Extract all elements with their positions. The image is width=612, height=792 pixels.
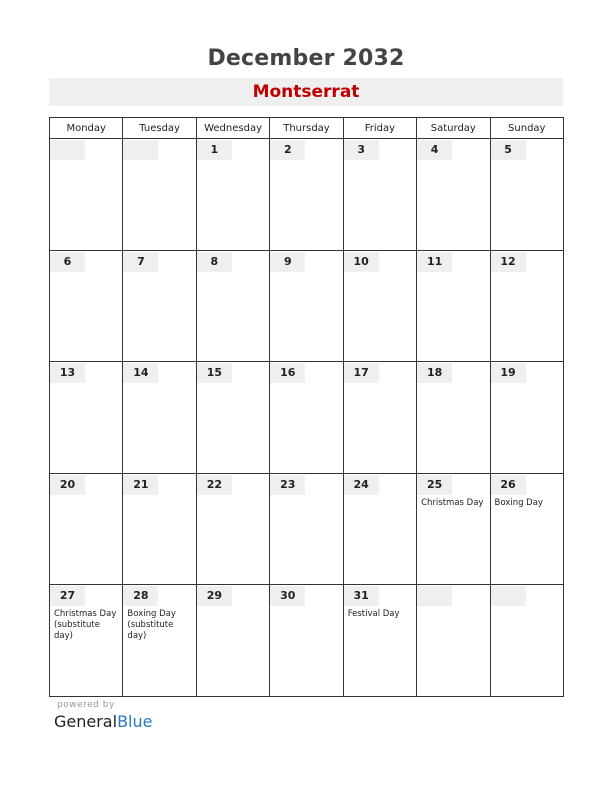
day-number-box bbox=[417, 363, 452, 383]
day-number: 10 bbox=[353, 254, 369, 268]
day-cell[interactable] bbox=[417, 362, 490, 474]
day-cell[interactable] bbox=[50, 250, 123, 362]
calendar-grid bbox=[49, 117, 564, 697]
day-number-box bbox=[491, 252, 526, 272]
day-number-box bbox=[270, 140, 305, 160]
day-number-box bbox=[491, 140, 526, 160]
day-number: 1 bbox=[210, 143, 219, 156]
day-number: 23 bbox=[280, 477, 296, 491]
day-cell[interactable] bbox=[490, 250, 563, 362]
week-row bbox=[50, 139, 564, 251]
day-number: 26 bbox=[500, 477, 516, 491]
day-number: 17 bbox=[353, 366, 369, 380]
day-cell[interactable] bbox=[270, 139, 343, 251]
day-number: 28 bbox=[133, 589, 149, 603]
day-number: 25 bbox=[426, 477, 443, 491]
day-number-box bbox=[344, 140, 379, 160]
day-cell[interactable] bbox=[123, 473, 196, 585]
day-number-box bbox=[123, 140, 158, 160]
day-number: 27 bbox=[59, 589, 76, 603]
day-number-box bbox=[50, 586, 85, 606]
day-number-box bbox=[417, 252, 452, 272]
day-cell[interactable] bbox=[417, 139, 490, 251]
day-number: 16 bbox=[280, 366, 296, 380]
calendar-title: December 2032 bbox=[207, 46, 405, 71]
weekday-header: Saturday bbox=[417, 118, 490, 139]
day-number-box bbox=[491, 475, 526, 495]
day-number: 14 bbox=[133, 366, 149, 380]
day-cell[interactable] bbox=[50, 585, 123, 697]
day-number-box bbox=[50, 363, 85, 383]
day-number-box bbox=[197, 363, 232, 383]
day-cell[interactable] bbox=[50, 473, 123, 585]
day-number-box bbox=[123, 475, 158, 495]
day-number: 8 bbox=[210, 254, 219, 268]
day-cell[interactable] bbox=[50, 362, 123, 474]
day-cell[interactable] bbox=[490, 362, 563, 474]
day-cell[interactable] bbox=[270, 473, 343, 585]
weekday-header: Thursday bbox=[270, 118, 343, 139]
day-number: 9 bbox=[283, 254, 292, 268]
country-name: Montserrat bbox=[252, 82, 360, 102]
day-number-box bbox=[417, 140, 452, 160]
day-cell[interactable] bbox=[343, 139, 416, 251]
day-number: 11 bbox=[426, 254, 443, 268]
day-cell[interactable] bbox=[196, 139, 269, 251]
day-number-box bbox=[197, 252, 232, 272]
day-number: 4 bbox=[430, 143, 439, 156]
day-number-box bbox=[344, 586, 379, 606]
weekday-header-row bbox=[50, 118, 564, 139]
day-cell[interactable] bbox=[490, 585, 563, 697]
day-number: 2 bbox=[283, 143, 292, 156]
brand-logo[interactable] bbox=[54, 712, 152, 731]
powered-by-label: powered by bbox=[57, 700, 115, 710]
day-cell[interactable] bbox=[343, 250, 416, 362]
day-number-box bbox=[123, 252, 158, 272]
day-number: 21 bbox=[133, 477, 149, 491]
day-cell[interactable] bbox=[123, 250, 196, 362]
weekday-header: Tuesday bbox=[123, 118, 196, 139]
day-number: 29 bbox=[206, 589, 222, 603]
day-number-box bbox=[417, 475, 452, 495]
day-number-box bbox=[270, 475, 305, 495]
holiday-label: Boxing Day (substitute day) bbox=[127, 609, 176, 642]
day-number-box bbox=[270, 363, 305, 383]
holiday-label: Christmas Day bbox=[421, 497, 484, 508]
day-number: 31 bbox=[353, 589, 369, 603]
day-cell[interactable] bbox=[270, 362, 343, 474]
day-number-box bbox=[344, 363, 379, 383]
holiday-label: Boxing Day bbox=[494, 497, 543, 508]
week-row bbox=[50, 362, 564, 474]
day-number: 19 bbox=[500, 366, 516, 380]
day-cell[interactable] bbox=[123, 362, 196, 474]
brand-general: General bbox=[54, 712, 118, 731]
day-number-box bbox=[50, 252, 85, 272]
day-cell[interactable] bbox=[196, 250, 269, 362]
day-cell[interactable] bbox=[270, 585, 343, 697]
week-row bbox=[50, 585, 564, 697]
day-number-box bbox=[197, 140, 232, 160]
day-cell[interactable] bbox=[123, 585, 196, 697]
day-number: 3 bbox=[357, 143, 366, 156]
holiday-label: Christmas Day (substitute day) bbox=[54, 609, 117, 642]
day-cell[interactable] bbox=[123, 139, 196, 251]
day-cell[interactable] bbox=[196, 585, 269, 697]
day-number-box bbox=[491, 363, 526, 383]
day-number: 18 bbox=[426, 366, 443, 380]
day-number-box bbox=[197, 475, 232, 495]
day-number-box bbox=[50, 140, 85, 160]
day-number: 24 bbox=[353, 477, 369, 491]
weekday-header: Friday bbox=[343, 118, 416, 139]
day-number-box bbox=[123, 586, 158, 606]
day-number-box bbox=[197, 586, 232, 606]
day-number: 5 bbox=[504, 143, 512, 156]
day-number-box bbox=[417, 586, 452, 606]
day-number-box bbox=[344, 475, 379, 495]
day-cell[interactable] bbox=[270, 250, 343, 362]
holiday-label: Festival Day bbox=[347, 609, 400, 620]
day-number: 15 bbox=[206, 366, 222, 380]
day-cell[interactable] bbox=[417, 250, 490, 362]
country-banner bbox=[49, 78, 563, 106]
day-number: 6 bbox=[63, 254, 72, 268]
day-number: 12 bbox=[500, 254, 516, 268]
day-number: 7 bbox=[137, 254, 145, 268]
day-number-box bbox=[270, 586, 305, 606]
weekday-header: Monday bbox=[50, 118, 123, 139]
day-number-box bbox=[344, 252, 379, 272]
day-cell[interactable] bbox=[50, 139, 123, 251]
weekday-header: Wednesday bbox=[196, 118, 269, 139]
day-cell[interactable] bbox=[196, 362, 269, 474]
day-number-box bbox=[270, 252, 305, 272]
weekday-header: Sunday bbox=[490, 118, 563, 139]
week-row bbox=[50, 250, 564, 362]
day-number: 13 bbox=[59, 366, 76, 380]
day-cell[interactable] bbox=[490, 473, 563, 585]
day-cell[interactable] bbox=[417, 585, 490, 697]
day-cell[interactable] bbox=[196, 473, 269, 585]
day-cell[interactable] bbox=[490, 139, 563, 251]
day-number-box bbox=[123, 363, 158, 383]
day-number: 20 bbox=[59, 477, 76, 491]
week-row bbox=[50, 473, 564, 585]
day-number-box bbox=[50, 475, 85, 495]
day-cell[interactable] bbox=[343, 362, 416, 474]
day-cell[interactable] bbox=[343, 473, 416, 585]
brand-blue: Blue bbox=[117, 712, 153, 731]
day-cell[interactable] bbox=[417, 473, 490, 585]
day-number: 30 bbox=[280, 589, 296, 603]
day-number: 22 bbox=[206, 477, 222, 491]
day-cell[interactable] bbox=[343, 585, 416, 697]
day-number-box bbox=[491, 586, 526, 606]
